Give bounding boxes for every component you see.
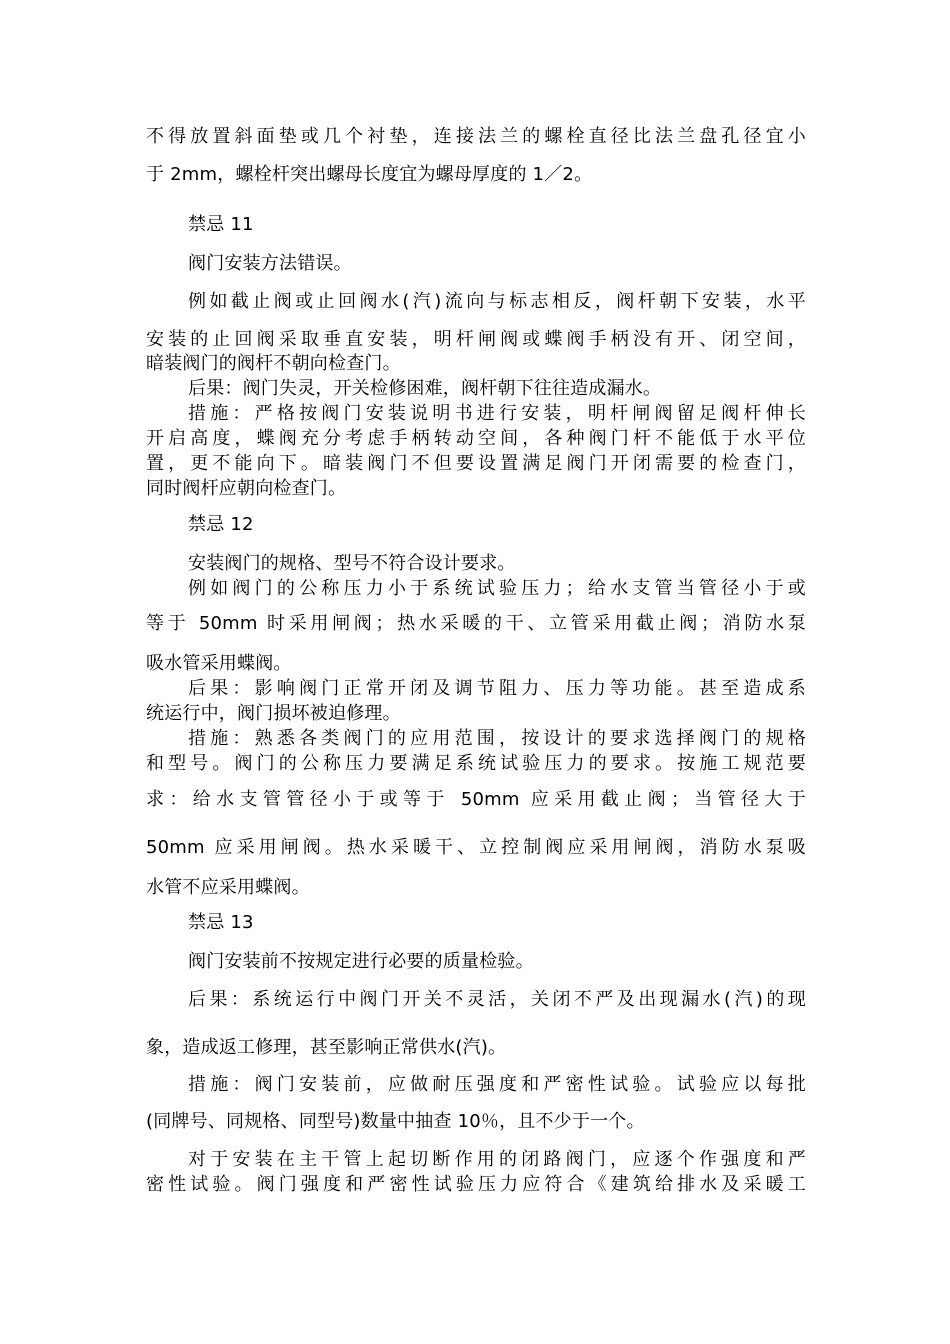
section-title: 阀门安装前不按规定进行必要的质量检验。 [188,951,534,972]
body-text-line: 求：给水支管管径小于或等于 50mm 应采用截止阀；当管径大于 [146,789,806,810]
body-text-line: 暗装阀门的阀杆不朝向检查门。 [146,353,401,374]
body-text-line: 置，更不能向下。暗装阀门不但要设置满足阀门开闭需要的检查门， [146,453,806,474]
body-text-line: 开启高度，蝶阀充分考虑手柄转动空间，各种阀门杆不能低于水平位 [146,428,806,449]
section-title: 阀门安装方法错误。 [188,253,352,274]
body-text-line: 于 2mm，螺栓杆突出螺母长度宜为螺母厚度的 1／2。 [146,164,593,185]
body-text-line: (同牌号、同规格、同型号)数量中抽查 10％，且不少于一个。 [146,1111,645,1132]
section-heading: 禁忌 13 [188,912,254,933]
body-text-line: 和型号。阀门的公称压力要满足系统试验压力的要求。按施工规范要 [146,753,806,774]
consequence-line: 后果：影响阀门正常开闭及调节阻力、压力等功能。甚至造成系 [188,678,806,699]
body-text-line: 象，造成返工修理，甚至影响正常供水(汽)。 [146,1037,507,1058]
body-text-line: 等于 50mm 时采用闸阀；热水采暖的干、立管采用截止阀；消防水泵 [146,613,806,634]
measure-line: 措施：熟悉各类阀门的应用范围，按设计的要求选择阀门的规格 [188,728,806,749]
section-title: 安装阀门的规格、型号不符合设计要求。 [188,553,516,574]
consequence-line: 后果：阀门失灵，开关检修困难，阀杆朝下往往造成漏水。 [188,378,662,399]
measure-line: 措施：严格按阀门安装说明书进行安装，明杆闸阀留足阀杆伸长 [188,403,806,424]
consequence-line: 后果：系统运行中阀门开关不灵活，关闭不严及出现漏水(汽)的现 [188,989,806,1010]
body-text-line: 密性试验。阀门强度和严密性试验压力应符合《建筑给排水及采暖工 [146,1174,806,1195]
body-text-line: 不得放置斜面垫或几个衬垫，连接法兰的螺栓直径比法兰盘孔径宜小 [146,126,806,147]
section-heading: 禁忌 12 [188,514,254,535]
body-text-line: 安装的止回阀采取垂直安装，明杆闸阀或蝶阀手柄没有开、闭空间， [146,329,806,350]
body-text-line: 统运行中，阀门损坏被迫修理。 [146,703,401,724]
body-text-line: 水管不应采用蝶阀。 [146,877,310,898]
body-text-line: 吸水管采用蝶阀。 [146,653,292,674]
body-text-line: 例如截止阀或止回阀水(汽)流向与标志相反，阀杆朝下安装，水平 [188,291,806,312]
body-text-line: 同时阀杆应朝向检查门。 [146,478,347,499]
section-heading: 禁忌 11 [188,214,254,235]
body-text-line: 对于安装在主干管上起切断作用的闭路阀门，应逐个作强度和严 [188,1149,806,1170]
body-text-line: 例如阀门的公称压力小于系统试验压力；给水支管当管径小于或 [188,578,806,599]
body-text-line: 50mm 应采用闸阀。热水采暖干、立控制阀应采用闸阀，消防水泵吸 [146,837,806,858]
measure-line: 措施：阀门安装前，应做耐压强度和严密性试验。试验应以每批 [188,1074,806,1095]
